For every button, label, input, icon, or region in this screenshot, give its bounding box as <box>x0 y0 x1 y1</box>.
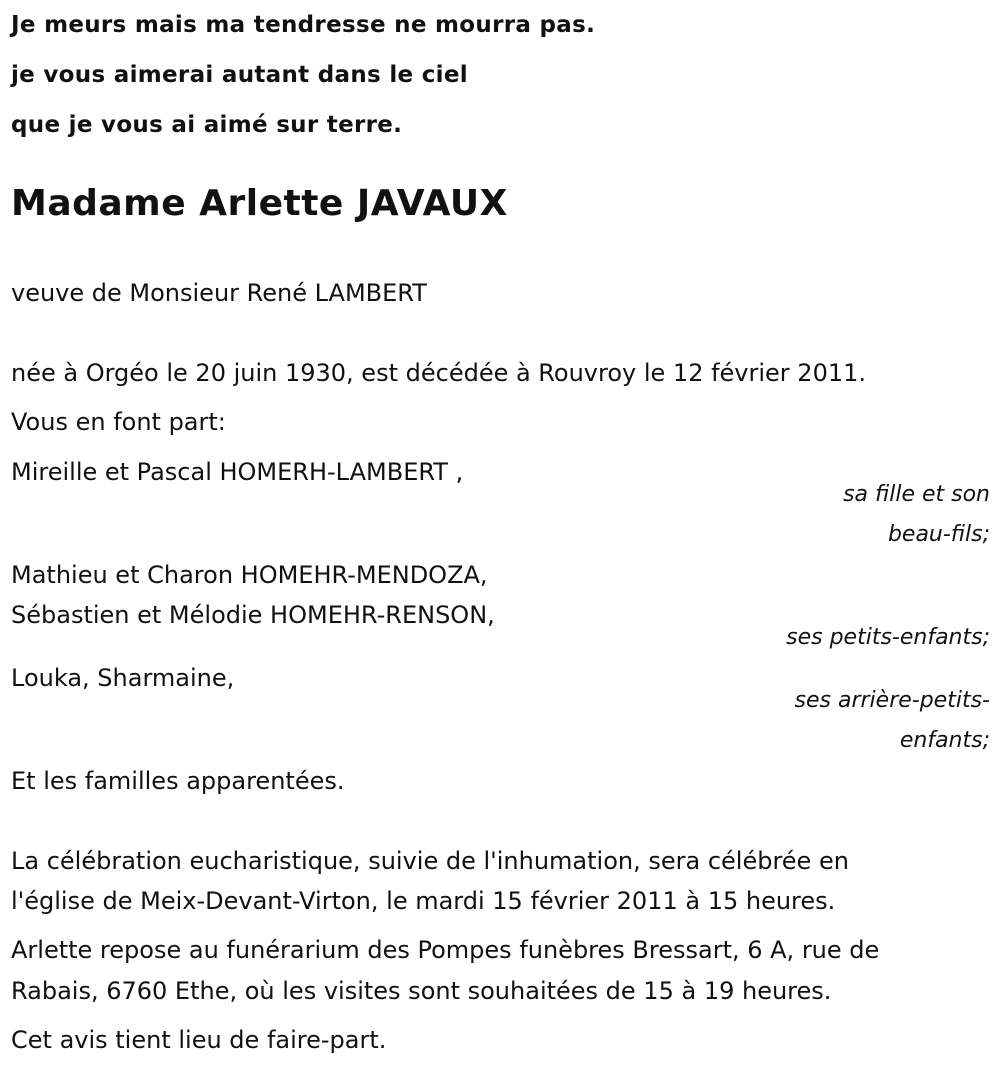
relatives-line: Et les familles apparentées. <box>11 767 345 795</box>
deceased-name: Madame Arlette JAVAUX <box>11 183 508 224</box>
poem-line-3: que je vous ai aimé sur terre. <box>11 112 403 138</box>
great-grandchildren-relation-1: ses arrière-petits- <box>794 688 990 713</box>
poem-line-2: je vous aimerai autant dans le ciel <box>11 62 468 88</box>
daughter-relation-2: beau-fils; <box>887 522 990 547</box>
announce: Vous en font part: <box>11 408 226 436</box>
grandchildren-line-1: Mathieu et Charon HOMEHR-MENDOZA, <box>11 561 488 589</box>
daughter-line: Mireille et Pascal HOMERH-LAMBERT , <box>11 458 464 486</box>
poem-line-1: Je meurs mais ma tendresse ne mourra pas. <box>11 12 596 38</box>
ceremony-line-1: La célébration eucharistique, suivie de l'inhumation, sera célébrée en <box>11 847 849 875</box>
funeral-home-line-1: Arlette repose au funérarium des Pompes funèbres Bressart, 6 A, rue de <box>11 936 880 964</box>
ceremony-line-2: l'église de Meix-Devant-Virton, le mardi 15 février 2011 à 15 heures. <box>11 887 836 915</box>
daughter-relation-1: sa fille et son <box>843 482 990 507</box>
great-grandchildren-relation-2: enfants; <box>899 728 990 753</box>
funeral-home-line-2: Rabais, 6760 Ethe, où les visites sont souhaitées de 15 à 19 heures. <box>11 977 832 1005</box>
grandchildren-relation: ses petits-enfants; <box>786 625 990 650</box>
great-grandchildren-line: Louka, Sharmaine, <box>11 664 235 692</box>
widow-of: veuve de Monsieur René LAMBERT <box>11 279 427 307</box>
closing-line: Cet avis tient lieu de faire-part. <box>11 1026 387 1054</box>
grandchildren-line-2: Sébastien et Mélodie HOMEHR-RENSON, <box>11 601 495 629</box>
birth-death: née à Orgéo le 20 juin 1930, est décédée à Rouvroy le 12 février 2011. <box>11 359 867 387</box>
